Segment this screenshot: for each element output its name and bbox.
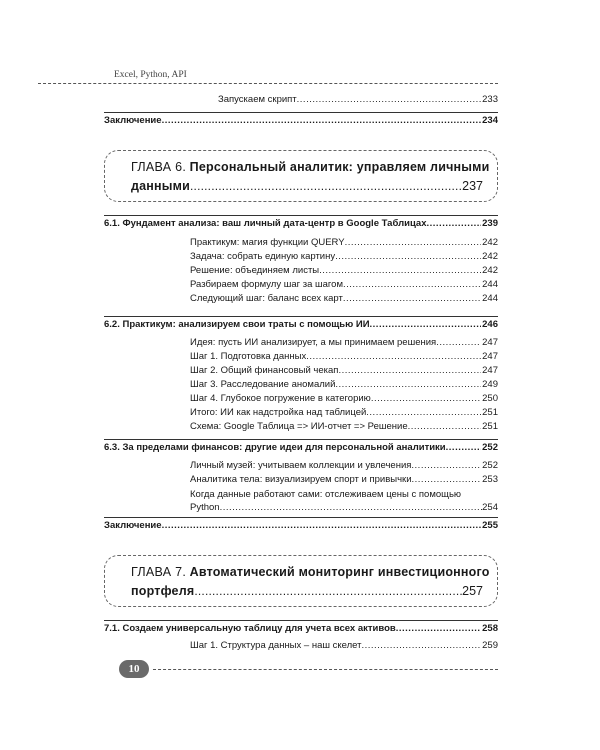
toc-entry-page: 252 xyxy=(482,460,498,471)
section-divider xyxy=(104,517,498,518)
toc-entry-title: Шаг 1. Структура данных – наш скелет xyxy=(190,640,362,651)
toc-entry-page: 242 xyxy=(482,265,498,276)
toc-section-6-2[interactable] xyxy=(104,318,498,332)
toc-entry-title: Шаг 2. Общий финансовый чекап xyxy=(190,365,339,376)
header-divider xyxy=(38,83,498,84)
toc-entry-page: 239 xyxy=(482,218,498,229)
toc-entry-page: 247 xyxy=(482,351,498,362)
toc-entry-title: Аналитика тела: визуализируем спорт и привычки xyxy=(190,474,412,485)
toc-entry-title: Личный музей: учитываем коллекции и увлечения xyxy=(190,460,412,471)
toc-entry-title: Запускаем скрипт xyxy=(218,94,297,105)
toc-entry[interactable] xyxy=(190,364,498,378)
toc-entry-page: 242 xyxy=(482,237,498,248)
chapter-title-cont: портфеля xyxy=(131,584,195,598)
section-divider xyxy=(104,439,498,440)
toc-entry-page: 251 xyxy=(482,421,498,432)
toc-entry-title: Итого: ИИ как надстройка над таблицей xyxy=(190,407,367,418)
chapter-title-cont: данными xyxy=(131,179,190,193)
toc-entry-page: 249 xyxy=(482,379,498,390)
page-number-badge: 10 xyxy=(119,660,149,678)
toc-entry[interactable] xyxy=(190,350,498,364)
toc-entry[interactable] xyxy=(218,93,498,107)
toc-entry-page: 234 xyxy=(482,115,498,126)
toc-entry[interactable] xyxy=(190,236,498,250)
chapter-page: 237 xyxy=(462,179,483,193)
toc-entry-page: 253 xyxy=(482,474,498,485)
toc-entry-conclusion[interactable] xyxy=(104,114,498,128)
running-head: Excel, Python, API xyxy=(114,70,187,80)
toc-entry-title: 6.1. Фундамент анализа: ваш личный дата-центр в Google Таблицах xyxy=(104,218,427,229)
toc-entry[interactable] xyxy=(190,264,498,278)
section-divider xyxy=(104,316,498,317)
toc-section-7-1[interactable] xyxy=(104,622,498,636)
toc-entry-page: 247 xyxy=(482,337,498,348)
toc-entry-title: Идея: пусть ИИ анализирует, а мы принимаем решения xyxy=(190,337,437,348)
toc-entry-page: 251 xyxy=(482,407,498,418)
chapter-7-heading[interactable] xyxy=(104,555,498,607)
toc-entry-title: Разбираем формулу шаг за шагом xyxy=(190,279,343,290)
toc-entry-page: 258 xyxy=(482,623,498,634)
toc-entry-title: Схема: Google Таблица => ИИ-отчет => Решение xyxy=(190,421,408,432)
toc-entry-title: Решение: объединяем листы xyxy=(190,265,320,276)
toc-entry[interactable] xyxy=(190,406,498,420)
toc-entry-page: 246 xyxy=(482,319,498,330)
toc-entry[interactable] xyxy=(190,250,498,264)
toc-entry-page: 233 xyxy=(482,94,498,105)
toc-entry[interactable] xyxy=(190,420,498,434)
toc-entry-title-cont: Python xyxy=(190,502,220,513)
toc-entry-title: Шаг 4. Глубокое погружение в категорию xyxy=(190,393,371,404)
chapter-label: ГЛАВА 6. xyxy=(131,160,187,174)
toc-section-6-3[interactable] xyxy=(104,441,498,455)
toc-entry-title: Практикум: магия функции QUERY xyxy=(190,237,345,248)
toc-entry-page: 242 xyxy=(482,251,498,262)
chapter-6-heading[interactable] xyxy=(104,150,498,202)
toc-entry[interactable] xyxy=(190,639,498,653)
toc-entry-page: 255 xyxy=(482,520,498,531)
toc-entry[interactable] xyxy=(190,336,498,350)
chapter-label: ГЛАВА 7. xyxy=(131,565,187,579)
toc-entry[interactable] xyxy=(190,473,498,487)
toc-section-6-1[interactable] xyxy=(104,217,498,231)
toc-entry-title: Задача: собрать единую картину xyxy=(190,251,336,262)
toc-entry[interactable] xyxy=(190,488,498,514)
footer-divider xyxy=(153,669,498,670)
toc-entry-page: 259 xyxy=(482,640,498,651)
toc-entry-title: Шаг 3. Расследование аномалий xyxy=(190,379,336,390)
chapter-page: 257 xyxy=(462,584,483,598)
toc-entry-page: 254 xyxy=(482,502,498,513)
toc-entry-page: 247 xyxy=(482,365,498,376)
chapter-title: Автоматический мониторинг инвестиционного xyxy=(189,565,490,579)
toc-entry-page: 250 xyxy=(482,393,498,404)
toc-entry-conclusion[interactable] xyxy=(104,519,498,533)
section-divider xyxy=(104,620,498,621)
toc-entry-title: Следующий шаг: баланс всех карт xyxy=(190,293,343,304)
chapter-title: Персональный аналитик: управляем личными xyxy=(189,160,490,174)
toc-entry-title: Заключение xyxy=(104,115,162,126)
toc-entry[interactable] xyxy=(190,459,498,473)
toc-entry-page: 252 xyxy=(482,442,498,453)
toc-entry-page: 244 xyxy=(482,293,498,304)
toc-entry[interactable] xyxy=(190,378,498,392)
toc-entry-title: Шаг 1. Подготовка данных xyxy=(190,351,307,362)
section-divider xyxy=(104,112,498,113)
toc-entry[interactable] xyxy=(190,392,498,406)
toc-entry-title: Когда данные работают сами: отслеживаем цены с помощью xyxy=(190,489,462,500)
toc-entry-title: Заключение xyxy=(104,520,162,531)
toc-entry[interactable] xyxy=(190,278,498,292)
toc-entry-title: 7.1. Создаем универсальную таблицу для учета всех активов xyxy=(104,623,396,634)
toc-entry-title: 6.3. За пределами финансов: другие идеи для персональной аналитики xyxy=(104,442,446,453)
toc-entry-page: 244 xyxy=(482,279,498,290)
toc-entry-title: 6.2. Практикум: анализируем свои траты с помощью ИИ xyxy=(104,319,370,330)
section-divider xyxy=(104,215,498,216)
toc-entry[interactable] xyxy=(190,292,498,306)
